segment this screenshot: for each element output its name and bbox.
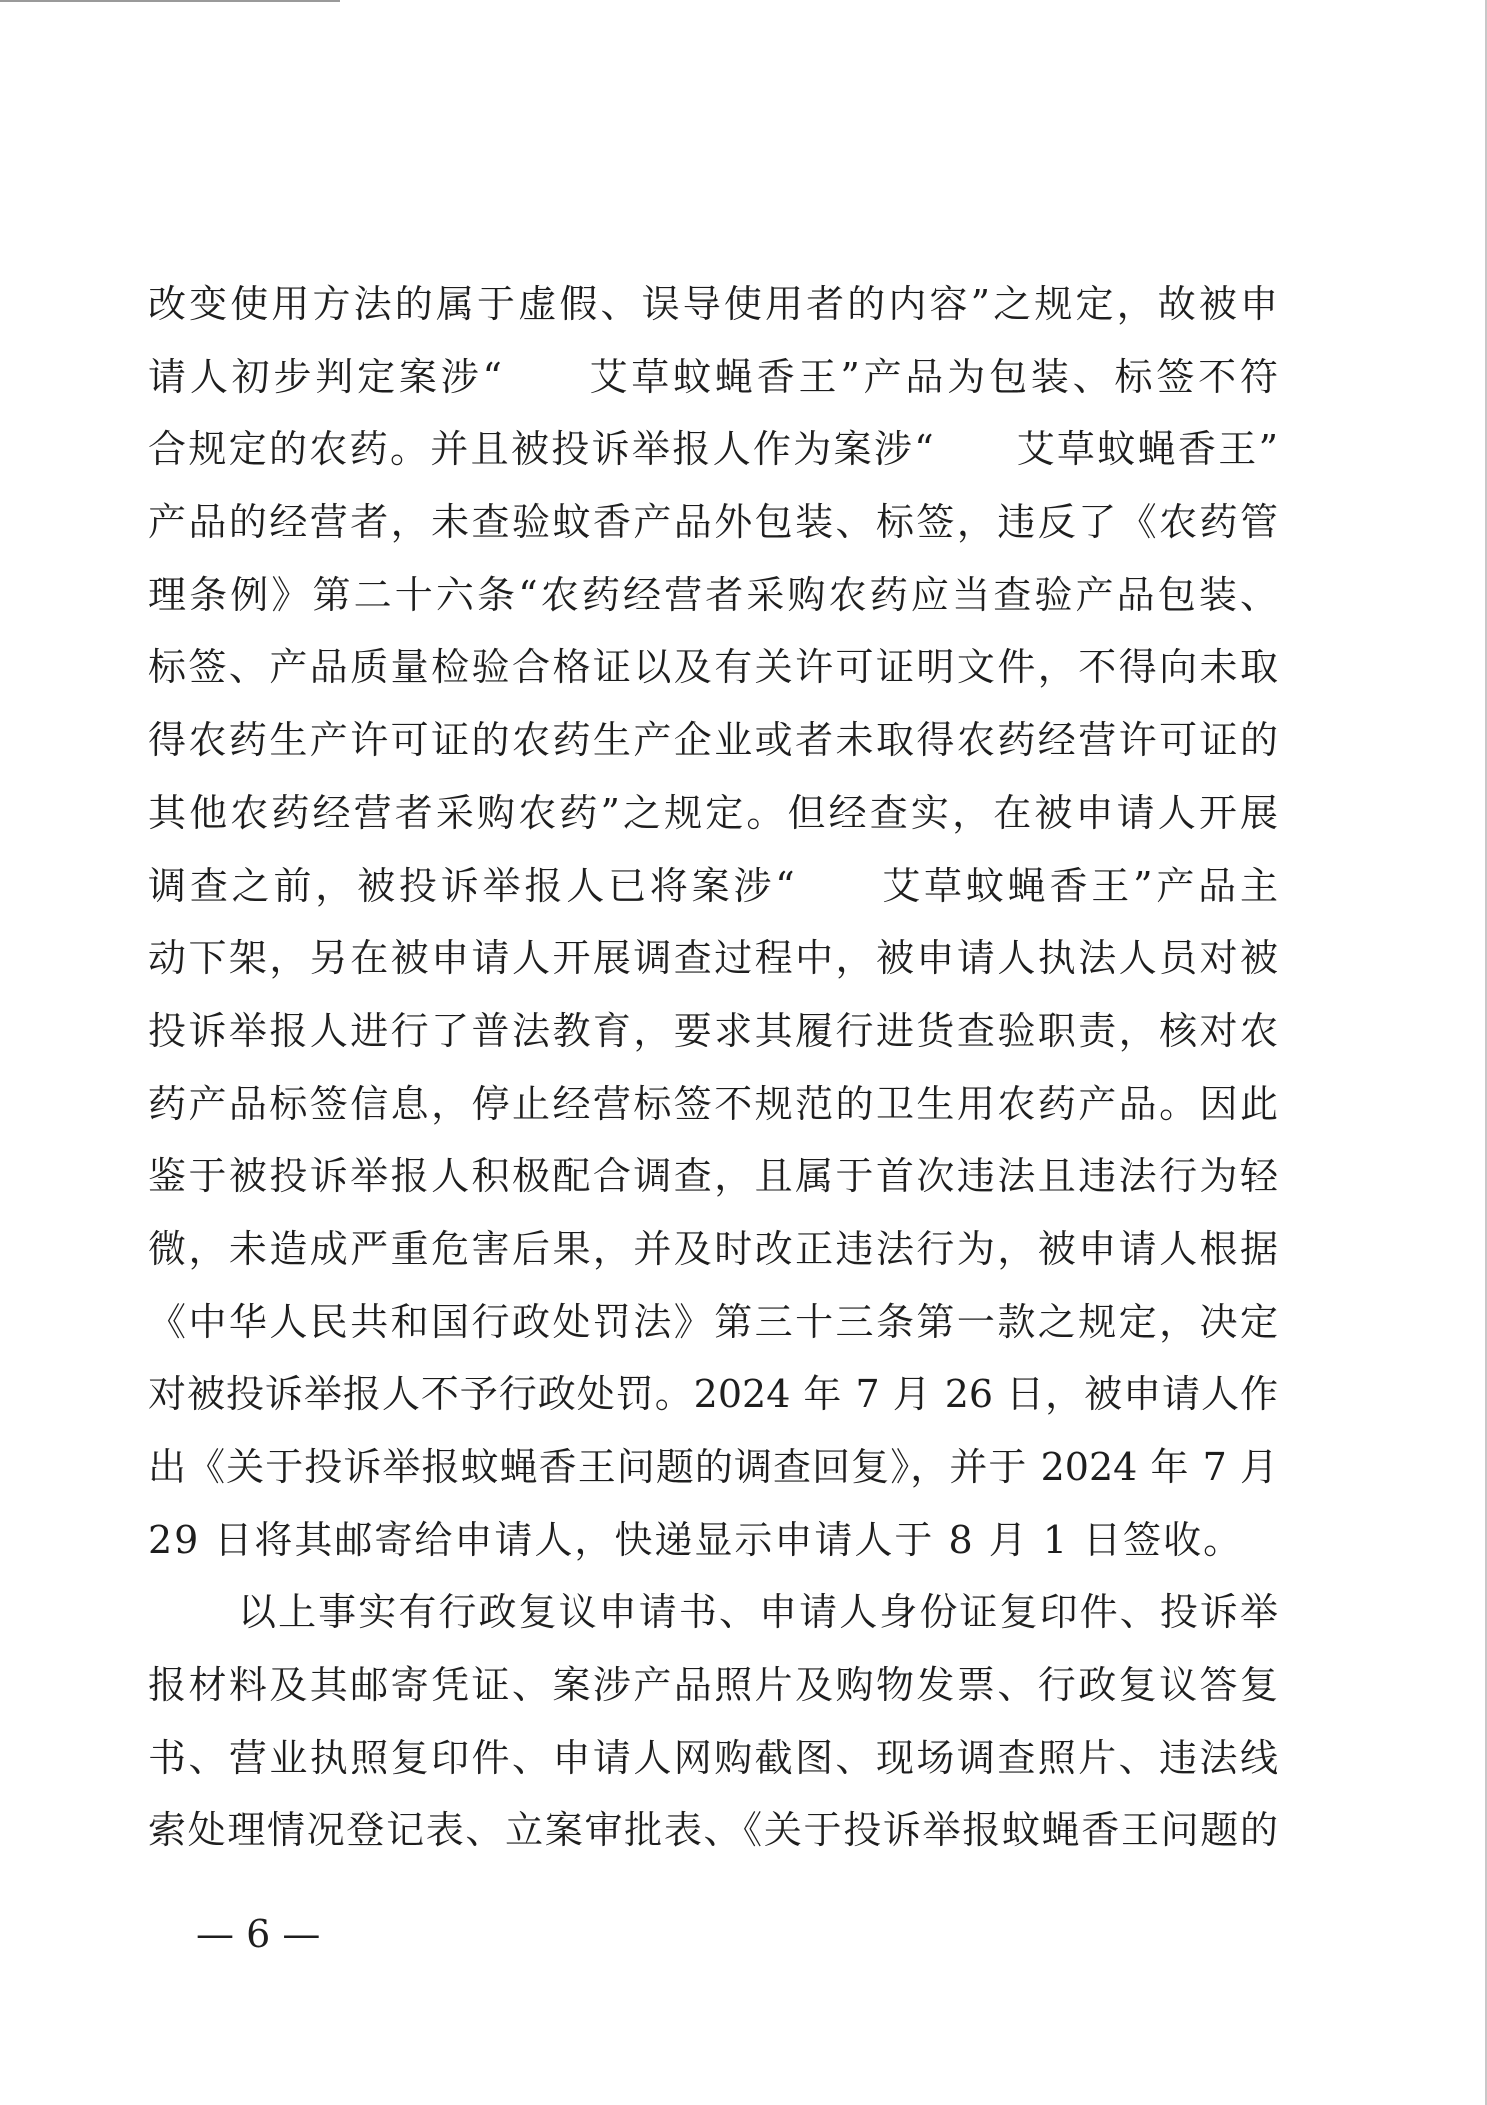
paragraph-1-line: 药产品标签信息，停止经营标签不规范的卫生用农药产品。因此 bbox=[148, 1081, 1278, 1126]
document-body bbox=[148, 268, 1278, 1867]
paragraph-1-line: 得农药生产许可证的农药生产企业或者未取得农药经营许可证的 bbox=[148, 718, 1278, 763]
paragraph-1-last-line: 29 日将其邮寄给申请人，快递显示申请人于 8 月 1 日签收。 bbox=[148, 1517, 1244, 1562]
paragraph-2-line: 报材料及其邮寄凭证、案涉产品照片及购物发票、行政复议答复 bbox=[148, 1663, 1278, 1708]
paragraph-1-line: 动下架，另在被申请人开展调查过程中，被申请人执法人员对被 bbox=[148, 936, 1278, 981]
paragraph-2-line: 索处理情况登记表、立案审批表、《关于投诉举报蚊蝇香王问题的 bbox=[148, 1808, 1278, 1853]
paragraph-1-line: 《中华人民共和国行政处罚法》第三十三条第一款之规定，决定 bbox=[148, 1299, 1278, 1344]
paragraph-1-line: 鉴于被投诉举报人积极配合调查，且属于首次违法且违法行为轻 bbox=[148, 1154, 1278, 1199]
paragraph-1-line: 产品的经营者，未查验蚊香产品外包装、标签，违反了《农药管 bbox=[148, 500, 1278, 545]
paragraph-1-line: 微，未造成严重危害后果，并及时改正违法行为，被申请人根据 bbox=[148, 1226, 1278, 1271]
paragraph-1-line: 投诉举报人进行了普法教育，要求其履行进货查验职责，核对农 bbox=[148, 1008, 1278, 1053]
paragraph-1-line: 标签、产品质量检验合格证以及有关许可证明文件，不得向未取 bbox=[148, 645, 1278, 690]
paragraph-2-line: 书、营业执照复印件、申请人网购截图、现场调查照片、违法线 bbox=[148, 1735, 1278, 1780]
top-scan-border bbox=[0, 0, 340, 2]
paragraph-1-line: 理条例》第二十六条“农药经营者采购农药应当查验产品包装、 bbox=[148, 572, 1278, 617]
paragraph-1-line: 合规定的农药。并且被投诉举报人作为案涉“ 艾草蚊蝇香王” bbox=[148, 427, 1278, 472]
paragraph-1-line: 出《关于投诉举报蚊蝇香王问题的调查回复》，并于 2024 年 7 月 bbox=[148, 1445, 1278, 1489]
paragraph-1-line: 调查之前，被投诉举报人已将案涉“ 艾草蚊蝇香王”产品主 bbox=[148, 863, 1278, 908]
paragraph-1-line: 其他农药经营者采购农药”之规定。但经查实，在被申请人开展 bbox=[148, 790, 1278, 835]
paragraph-1-line: 对被投诉举报人不予行政处罚。2024 年 7 月 26 日，被申请人作 bbox=[148, 1372, 1278, 1417]
paragraph-2-first-line: 以上事实有行政复议申请书、申请人身份证复印件、投诉举 bbox=[238, 1590, 1278, 1635]
paragraph-1-line: 改变使用方法的属于虚假、误导使用者的内容”之规定，故被申 bbox=[148, 282, 1278, 326]
page-number: — 6 — bbox=[196, 1912, 321, 1956]
paragraph-1-line: 请人初步判定案涉“ 艾草蚊蝇香王”产品为包装、标签不符 bbox=[148, 354, 1278, 399]
